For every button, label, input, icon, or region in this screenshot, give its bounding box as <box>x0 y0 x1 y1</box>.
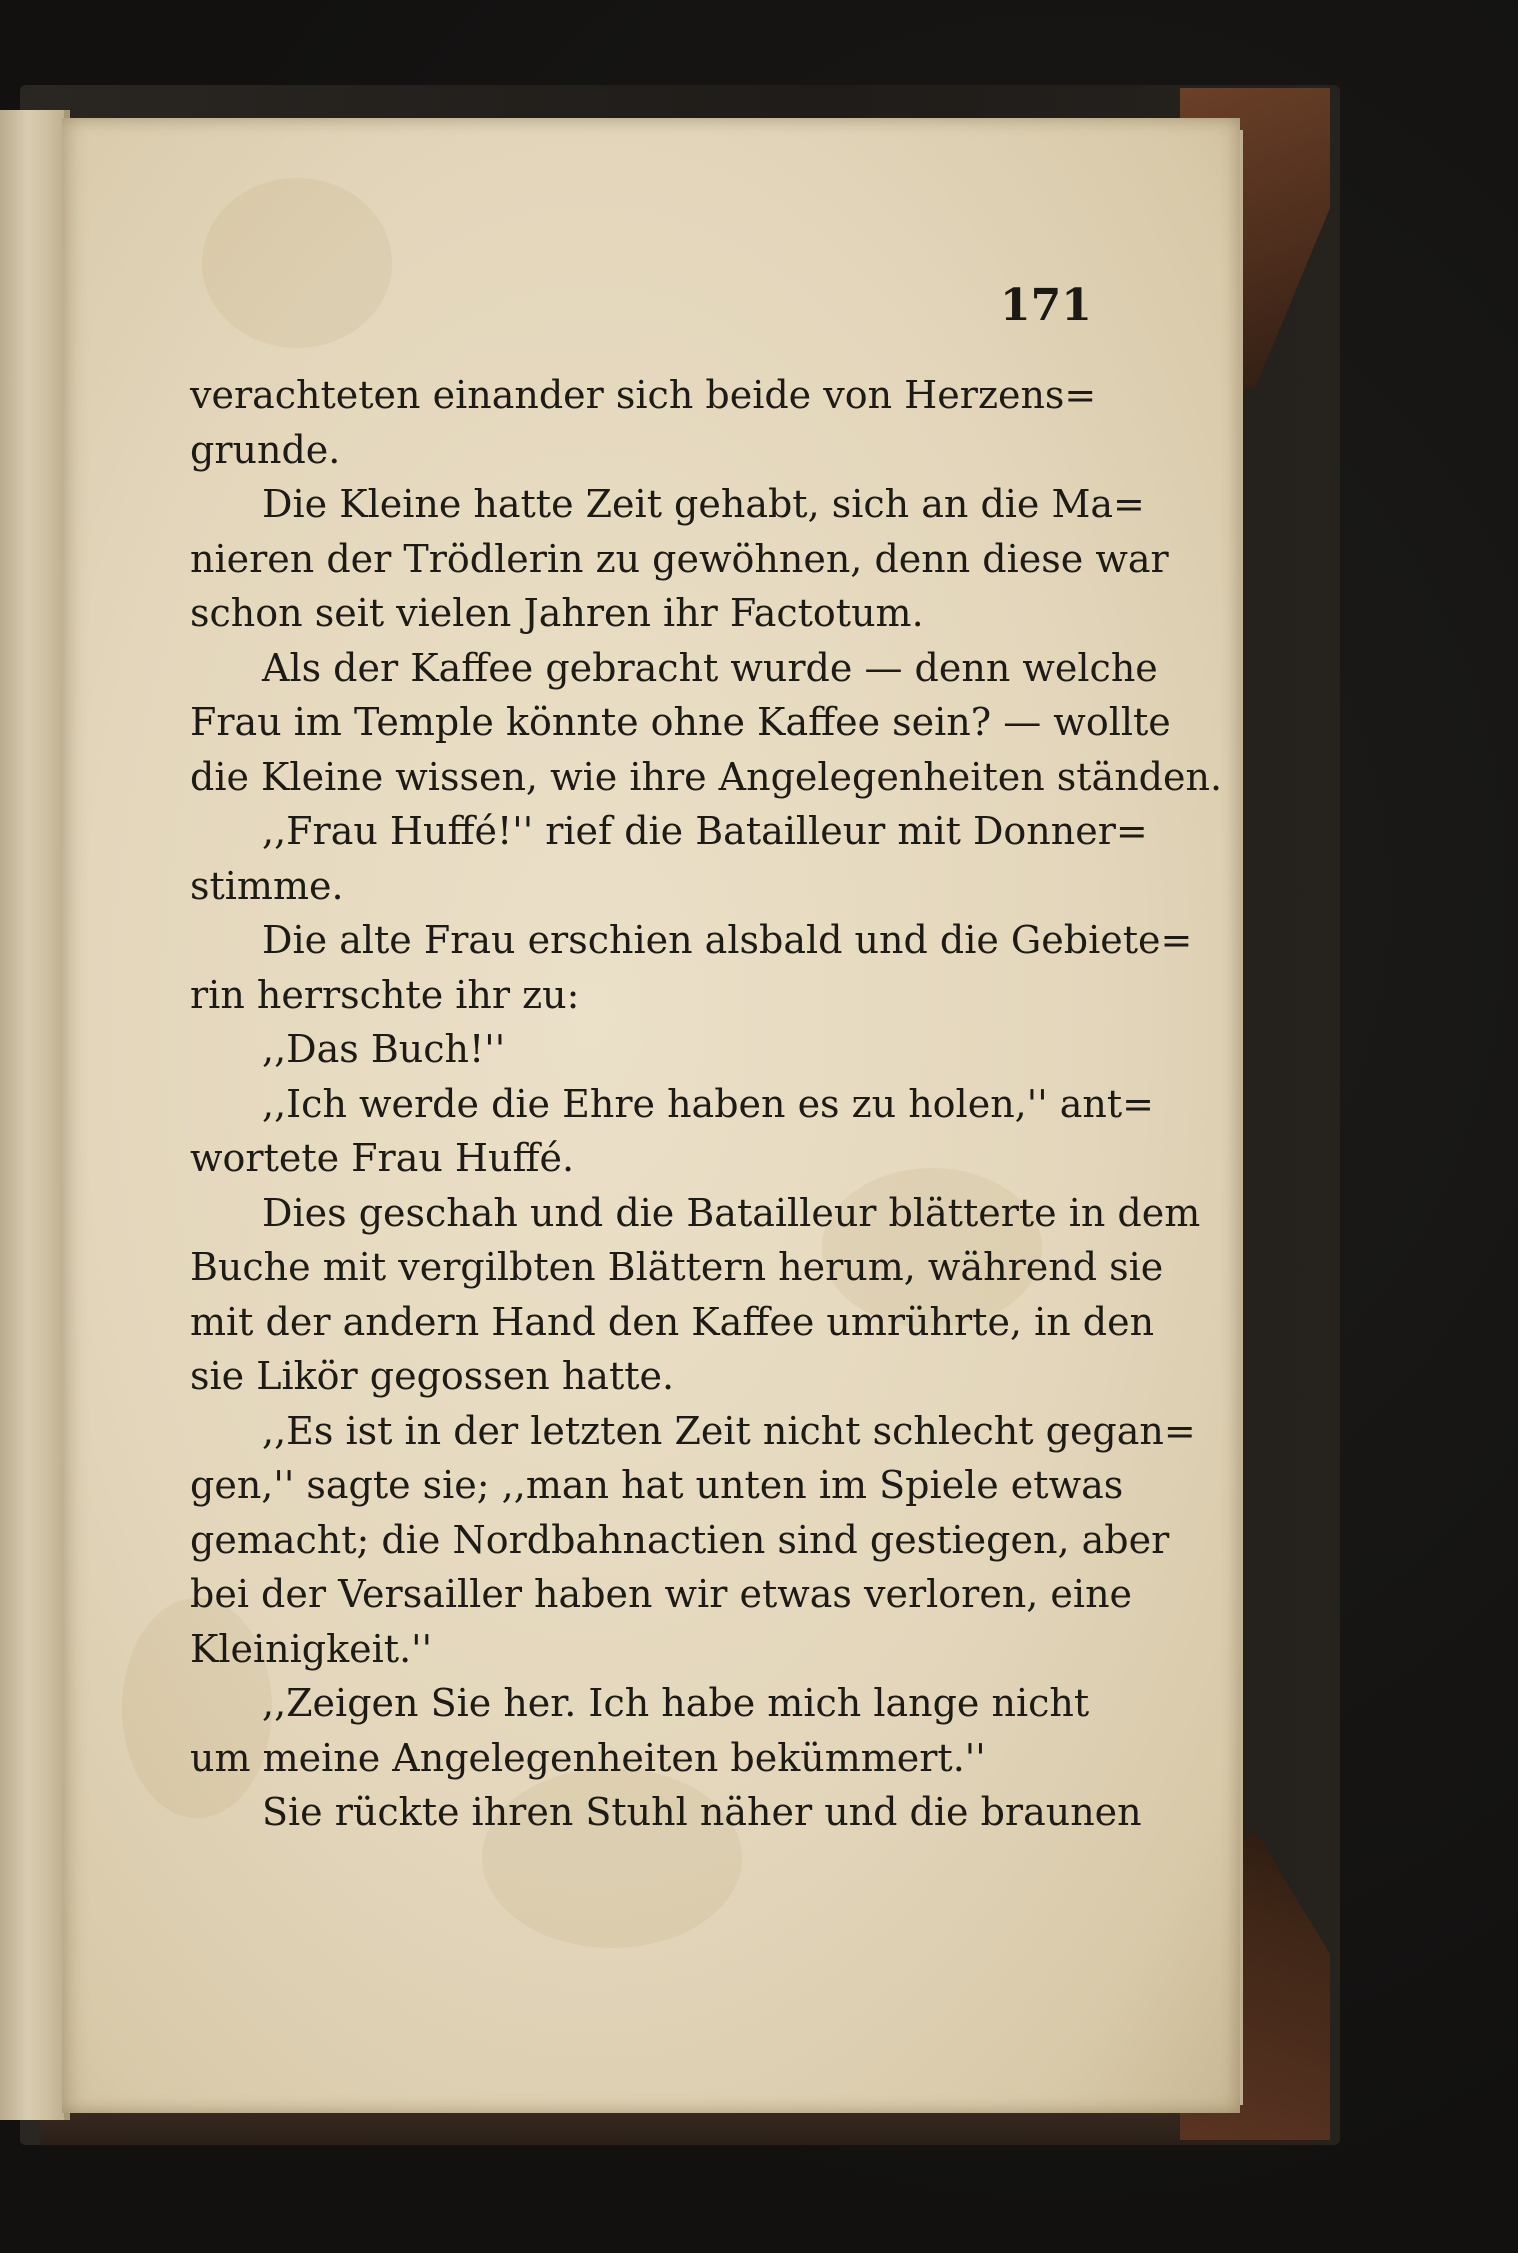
text-line: Die alte Frau erschien alsbald und die Gebiete= <box>262 918 1193 962</box>
text-line: stimme. <box>190 863 344 908</box>
text-line: ,,Ich werde die Ehre haben es zu holen,'' ant= <box>262 1081 1154 1126</box>
text-line: um meine Angelegenheiten bekümmert.'' <box>190 1735 986 1780</box>
text-line: grunde. <box>190 427 341 472</box>
text-line: wortete Frau Huffé. <box>190 1136 575 1180</box>
text-line: gen,'' sagte sie; ,,man hat unten im Spiele etwas <box>190 1463 1124 1507</box>
text-line: nieren der Trödlerin zu gewöhnen, denn diese war <box>190 536 1169 581</box>
text-line: Sie rückte ihren Stuhl näher und die braunen <box>262 1790 1142 1834</box>
page-stack-left <box>0 110 70 2120</box>
foxing-stain <box>202 178 392 348</box>
text-line: mit der andern Hand den Kaffee umrührte, in den <box>190 1299 1155 1344</box>
text-line: ,,Es ist in der letzten Zeit nicht schlecht gegan= <box>262 1408 1196 1453</box>
text-line: verachteten einander sich beide von Herzens= <box>190 373 1097 417</box>
text-line: die Kleine wissen, wie ihre Angelegenheiten ständen. <box>190 754 1223 799</box>
text-line: Buche mit vergilbten Blättern herum, während sie <box>190 1245 1164 1289</box>
text-line: ,,Zeigen Sie her. Ich habe mich lange nicht <box>262 1681 1090 1725</box>
text-line: bei der Versailler haben wir etwas verloren, eine <box>190 1572 1133 1616</box>
text-line: schon seit vielen Jahren ihr Factotum. <box>190 591 924 635</box>
text-line: Die Kleine hatte Zeit gehabt, sich an die Ma= <box>262 482 1145 526</box>
text-line: gemacht; die Nordbahnactien sind gestiegen, aber <box>190 1517 1170 1562</box>
text-line: Frau im Temple könnte ohne Kaffee sein? — wollte <box>190 700 1171 744</box>
text-line: Dies geschah und die Batailleur blätterte in dem <box>262 1190 1201 1235</box>
text-line: ,,Frau Huffé!'' rief die Batailleur mit Donner= <box>262 809 1148 853</box>
text-line: ,,Das Buch!'' <box>262 1027 506 1071</box>
page-number: 171 <box>1000 280 1092 331</box>
text-line: Als der Kaffee gebracht wurde — denn welche <box>262 645 1158 690</box>
page-text <box>190 368 1223 1840</box>
text-line: sie Likör gegossen hatte. <box>190 1354 675 1398</box>
text-line: rin herrschte ihr zu: <box>190 972 580 1017</box>
text-line: Kleinigkeit.'' <box>190 1626 433 1671</box>
